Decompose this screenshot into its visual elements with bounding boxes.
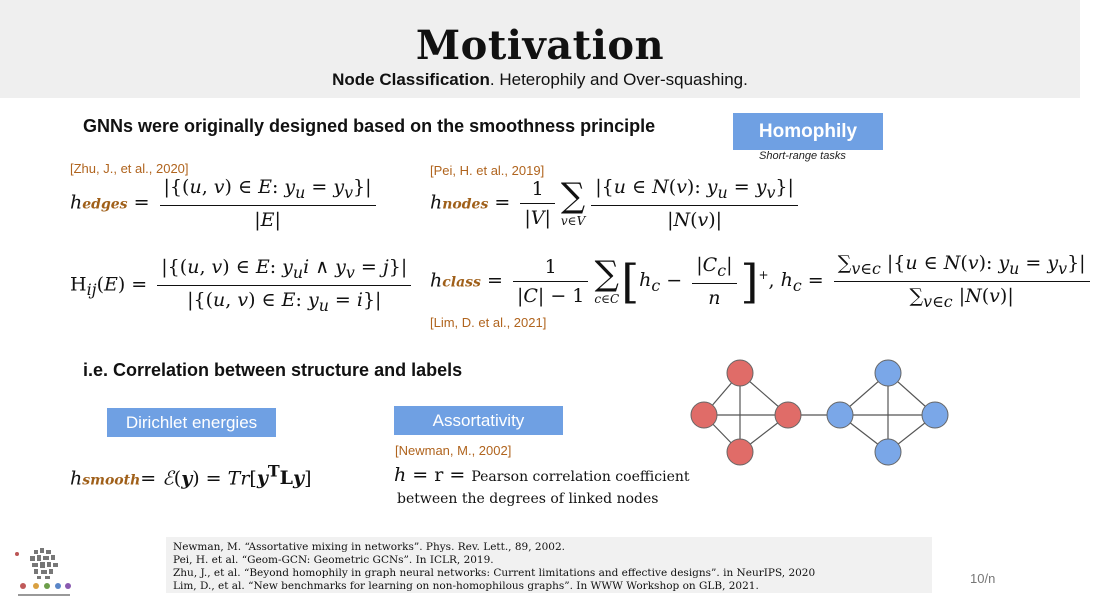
header-bar (0, 0, 1080, 98)
red-node (727, 439, 753, 465)
assortativity-tag: Assortativity (394, 406, 563, 435)
homophily-tag: Homophily (733, 113, 883, 150)
pearson-line1: Pearson correlation coefficient (471, 469, 690, 485)
reference-zhu: Zhu, J., et al. “Beyond homophily in graph neural networks: Current limitations and effective designs”. in NeurIPS, 2020 (173, 567, 816, 579)
red-node (775, 402, 801, 428)
slide-subtitle (0, 70, 1080, 90)
blue-node (875, 360, 901, 386)
reference-newman: Newman, M. “Assortative mixing in networks”. Phys. Rev. Lett., 89, 2002. (173, 541, 565, 553)
subtitle-bold: Node Classification (332, 70, 490, 89)
graph-illustration (676, 354, 956, 470)
sub-nodes: nodes (442, 196, 489, 213)
pearson-line2: between the degrees of linked nodes (397, 491, 659, 507)
correlation-heading: i.e. Correlation between structure and labels (83, 360, 463, 380)
ellis-logo (14, 544, 74, 598)
formula-h-nodes: hnodes = $\frac{1}{|V|}$ ∑ v∈V $\frac{|\{u \in N(v): y_u = y_v\}|}{|N(v)|}$ (430, 176, 802, 231)
formula-h-class: hclass = $\frac{1}{|C| - 1}$ ∑ c∈C [$h_c$ − $\frac{|C_c|}{n}$ ]+, $h_c$ = $\frac{\sum_{v\in c} |\{u \in N(v): y_u = y_v\}|}{\sum_{v\in c} |N(v)|}$ (430, 252, 1094, 311)
page-number: 10/n (970, 571, 996, 586)
sub-smooth: smooth (82, 472, 141, 489)
blue-node (922, 402, 948, 428)
dirichlet-tag: Dirichlet energies (107, 408, 276, 437)
citation-lim: [Lim, D. et al., 2021] (430, 315, 547, 330)
slide-title: Motivation (415, 22, 665, 69)
blue-node (827, 402, 853, 428)
references-box (166, 537, 932, 593)
formula-h-smooth: hsmooth= ℰ(y) = $Tr[y^TLy]$ (70, 462, 312, 490)
smoothness-heading: GNNs were originally designed based on the smoothness principle (83, 116, 656, 136)
short-range-note: Short-range tasks (759, 150, 846, 162)
citation-zhu: [Zhu, J., et al., 2020] (70, 161, 189, 176)
blue-node (875, 439, 901, 465)
citation-pei: [Pei, H. et al., 2019] (430, 163, 545, 178)
sub-class: class (442, 274, 481, 291)
reference-lim: Lim, D., et al. “New benchmarks for learning on non-homophilous graphs”. In WWW Workshop on GLB, 2021. (173, 580, 759, 592)
formula-h-edges: hedges = $\frac{|\{(u, v) \in E: y_u = y_v\}|}{|E|}$ (70, 176, 380, 231)
citation-newman: [Newman, M., 2002] (395, 443, 512, 458)
formula-h-r: h = r = Pearson correlation coefficient (394, 464, 690, 486)
subtitle-rest: . Heterophily and Over-squashing. (489, 70, 748, 89)
sub-edges: edges (82, 196, 128, 213)
reference-pei: Pei, H. et al. “Geom-GCN: Geometric GCNs”. In ICLR, 2019. (173, 554, 494, 566)
formula-h-ij: $H_{ij}(E)$ = $\frac{|\{(u, v) \in E: y_ui \wedge y_v = j\}|}{|\{(u, v) \in E: y_u = i\}|}$ (70, 256, 415, 315)
red-node (727, 360, 753, 386)
red-node (691, 402, 717, 428)
